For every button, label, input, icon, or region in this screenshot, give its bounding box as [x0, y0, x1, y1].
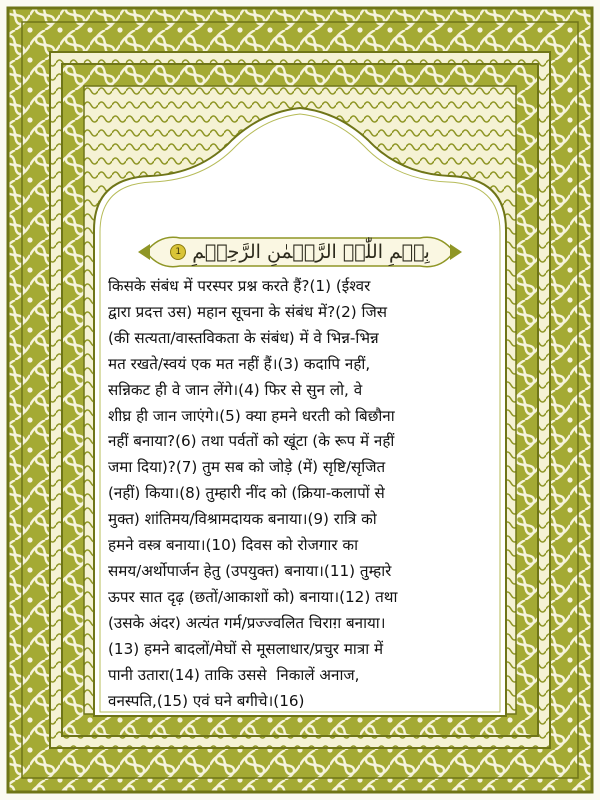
- translation-text: किसके संबंध में परस्पर प्रश्न करते हैं?(1) (ईश्वर द्वारा प्रदत्त उस) महान सूचना के संबंध में?(2) जिस (की सत्यता/वास्तविकता के संबंध) में वे भिन्न-भिन्न मत रखते/स्वयं एक मत नहीं हैं।(3) कदापि नहीं, सन्निकट ही वे जान लेंगे।(4) फिर से सुन लो, वे शीघ्र ही जान जाएंगे।(5) क्या हमने धरती को बिछौना नहीं बनाया?(6) तथा पर्वतों को खूंटा (के रूप में नहीं जमा दिया)?(7) तुम सब को जोड़े (में) सृष्टि/सृजित (नहीं) किया।(8) तुम्हारी नींद को (क्रिया-कलापों से मुक्त) शांतिमय/विश्रामदायक बनाया।(9) रात्रि को हमने वस्त्र बनाया।(10) दिवस को रोजगार का समय/अर्थोपार्जन हेतु (उपयुक्त) बनाया।(11) तुम्हारे ऊपर सात दृढ़ (छतों/आकाशों को) बनाया।(12) तथा (उसके अंदर) अत्यंत गर्म/प्रज्ज्वलित चिराग़ बनाया। (13) हमने बादलों/मेघों से मूसलाधार/प्रचुर मात्रा में पानी उतारा(14) ताकि उससे निकालें अनाज, वनस्पति,(15) एवं घने बगीचे।(16): [108, 277, 398, 710]
- verse-marker: 1: [170, 244, 186, 260]
- bismillah-heading: بِسۡمِ اللّٰہِ الرَّحۡمٰنِ الرَّحِیۡمِ: [192, 241, 430, 263]
- bismillah-cartouche: [150, 238, 450, 266]
